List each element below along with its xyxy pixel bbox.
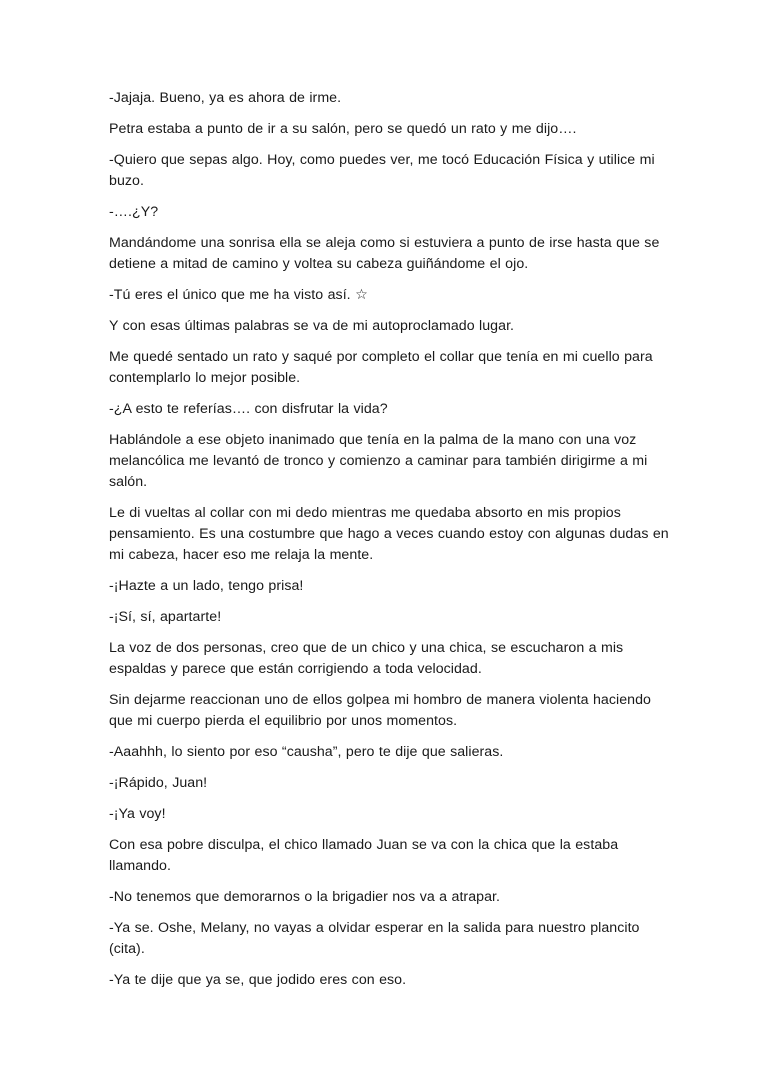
paragraph: -Quiero que sepas algo. Hoy, como puedes ver, me tocó Educación Física y utilice mi buzo. bbox=[109, 152, 655, 189]
paragraph: -¡Hazte a un lado, tengo prisa! bbox=[109, 578, 304, 594]
paragraph: Sin dejarme reaccionan uno de ellos golpea mi hombro de manera violenta haciendo que mi cuerpo pierda el equilibrio por unos momentos. bbox=[109, 692, 651, 729]
paragraph: Y con esas últimas palabras se va de mi autoproclamado lugar. bbox=[109, 318, 515, 334]
paragraph: -Ya se. Oshe, Melany, no vayas a olvidar esperar en la salida para nuestro plancito (cita). bbox=[109, 920, 640, 957]
paragraph: -¡Sí, sí, apartarte! bbox=[109, 609, 222, 625]
paragraph: -….¿Y? bbox=[109, 204, 159, 220]
page-body bbox=[109, 88, 669, 1001]
paragraph: Con esa pobre disculpa, el chico llamado Juan se va con la chica que la estaba llamando. bbox=[109, 837, 619, 874]
paragraph: -Tú eres el único que me ha visto así. ☆ bbox=[109, 287, 368, 303]
paragraph: Le di vueltas al collar con mi dedo mientras me quedaba absorto en mis propios pensamiento. Es una costumbre que hago a veces cuando estoy con algunas dudas en mi cabeza, hacer eso me relaja la mente. bbox=[109, 505, 669, 563]
paragraph: -¿A esto te referías…. con disfrutar la vida? bbox=[109, 401, 388, 417]
paragraph: Me quedé sentado un rato y saqué por completo el collar que tenía en mi cuello para contemplarlo lo mejor posible. bbox=[109, 349, 653, 386]
paragraph: -¡Rápido, Juan! bbox=[109, 775, 208, 791]
paragraph: La voz de dos personas, creo que de un chico y una chica, se escucharon a mis espaldas y parece que están corrigiendo a toda velocidad. bbox=[109, 640, 624, 677]
paragraph: Mandándome una sonrisa ella se aleja como si estuviera a punto de irse hasta que se detiene a mitad de camino y voltea su cabeza guiñándome el ojo. bbox=[109, 235, 660, 272]
paragraph: -Aaahhh, lo siento por eso “causha”, pero te dije que salieras. bbox=[109, 744, 504, 760]
paragraph: -Ya te dije que ya se, que jodido eres con eso. bbox=[109, 972, 407, 988]
paragraph: -Jajaja. Bueno, ya es ahora de irme. bbox=[109, 90, 342, 106]
paragraph: -No tenemos que demorarnos o la brigadier nos va a atrapar. bbox=[109, 889, 501, 905]
paragraph: Petra estaba a punto de ir a su salón, pero se quedó un rato y me dijo…. bbox=[109, 121, 577, 137]
paragraph: Hablándole a ese objeto inanimado que tenía en la palma de la mano con una voz melancólica me levantó de tronco y comienzo a caminar para también dirigirme a mi salón. bbox=[109, 432, 648, 490]
paragraph: -¡Ya voy! bbox=[109, 806, 166, 822]
